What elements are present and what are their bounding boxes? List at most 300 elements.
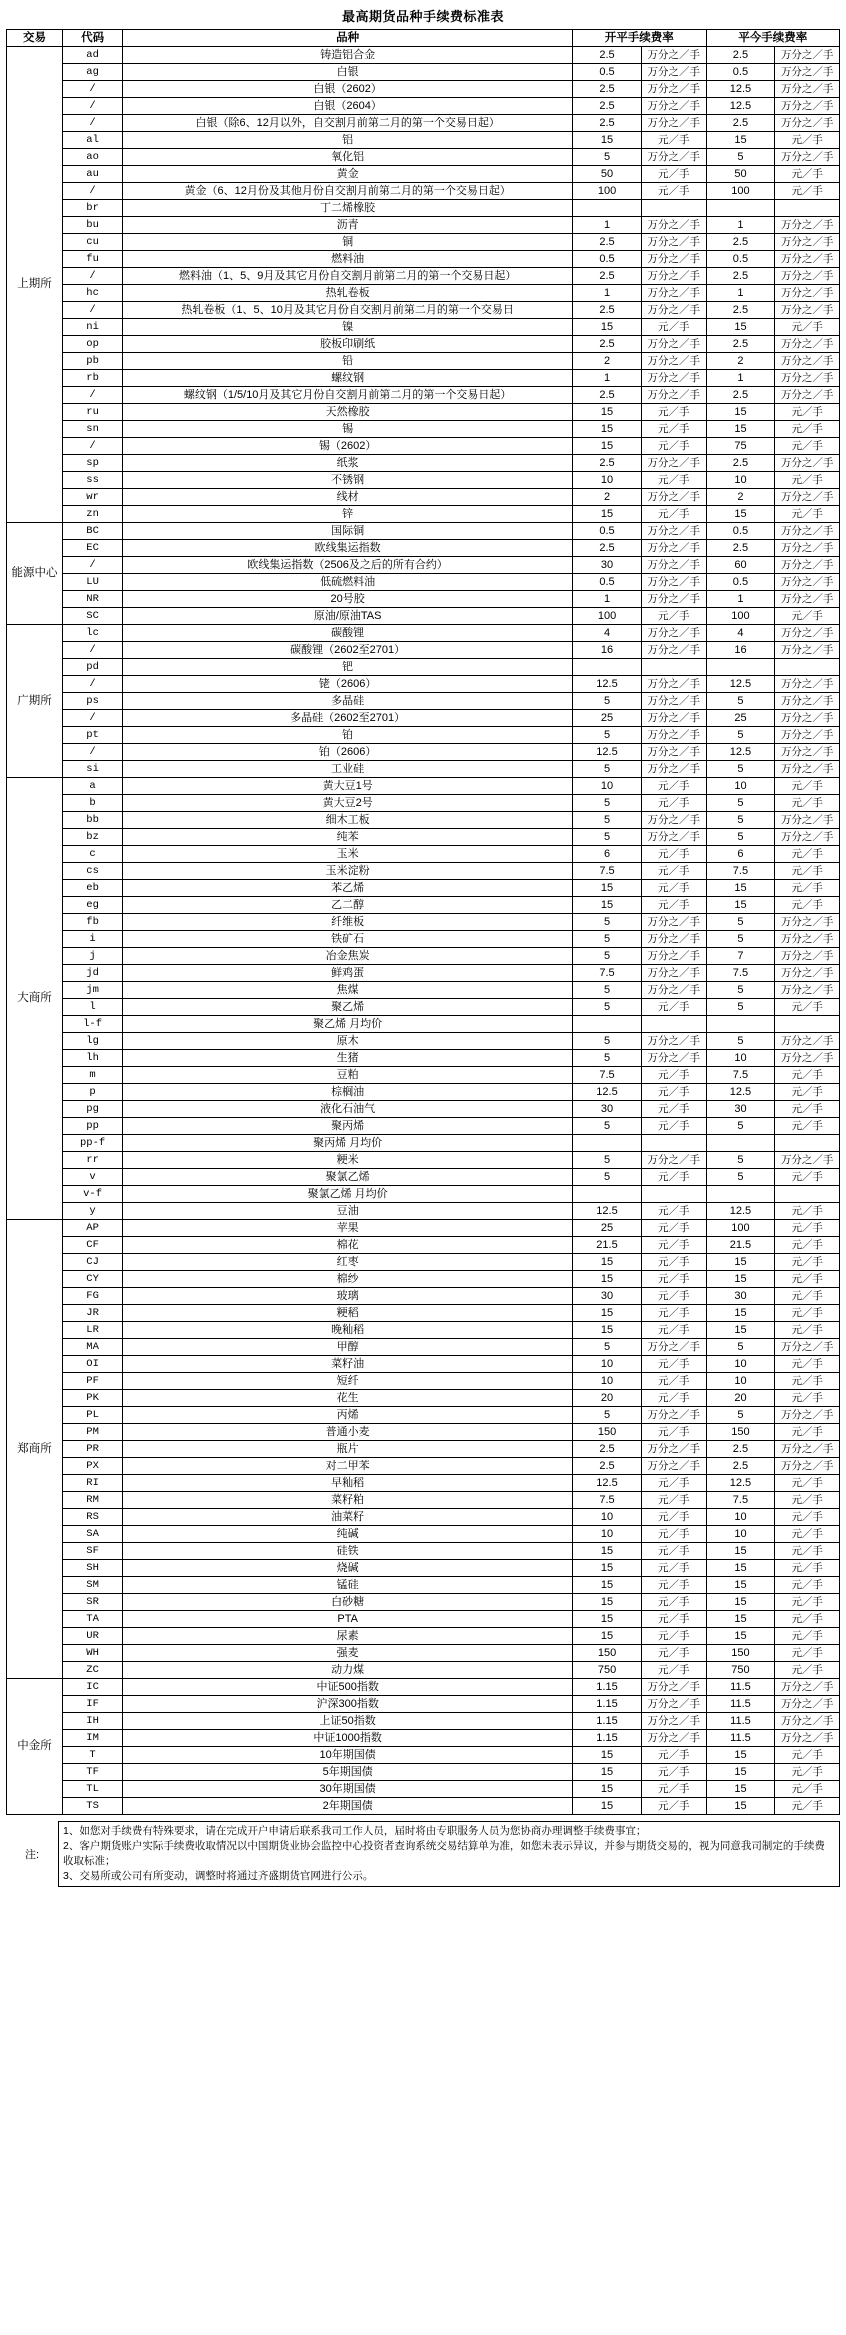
open-rate-unit-cell [641,659,706,676]
close-today-rate-unit-cell: 元／手 [775,1373,840,1390]
open-rate-unit-cell: 元／手 [641,1509,706,1526]
table-row [7,132,840,149]
close-today-rate-unit-cell: 元／手 [775,1305,840,1322]
open-rate-unit-cell: 元／手 [641,506,706,523]
open-rate-value-cell: 7.5 [573,1067,642,1084]
open-rate-value-cell: 5 [573,727,642,744]
table-row [7,795,840,812]
close-today-rate-unit-cell [775,1016,840,1033]
product-name-cell: 聚氯乙烯 月均价 [123,1186,573,1203]
table-row [7,302,840,319]
open-rate-value-cell: 1.15 [573,1730,642,1747]
close-today-rate-unit-cell: 元／手 [775,1747,840,1764]
open-rate-value-cell: 100 [573,183,642,200]
open-rate-unit-cell: 万分之／手 [641,591,706,608]
open-rate-unit-cell: 万分之／手 [641,540,706,557]
close-today-rate-value-cell: 5 [706,149,775,166]
open-rate-value-cell: 15 [573,1560,642,1577]
open-rate-unit-cell: 万分之／手 [641,625,706,642]
open-rate-value-cell: 5 [573,948,642,965]
close-today-rate-value-cell: 15 [706,1764,775,1781]
open-rate-value-cell: 2.5 [573,540,642,557]
table-row [7,1390,840,1407]
product-code-cell: PM [62,1424,122,1441]
close-today-rate-value-cell: 11.5 [706,1696,775,1713]
close-today-rate-value-cell: 5 [706,727,775,744]
close-today-rate-value-cell: 150 [706,1424,775,1441]
close-today-rate-value-cell [706,1186,775,1203]
open-rate-value-cell [573,1186,642,1203]
close-today-rate-unit-cell [775,1135,840,1152]
open-rate-value-cell: 2.5 [573,81,642,98]
product-name-cell: 沥青 [123,217,573,234]
product-code-cell: PR [62,1441,122,1458]
open-rate-unit-cell: 元／手 [641,1203,706,1220]
close-today-rate-unit-cell: 万分之／手 [775,761,840,778]
product-name-cell: 燃料油 [123,251,573,268]
table-row [7,251,840,268]
table-row [7,1254,840,1271]
close-today-rate-value-cell: 10 [706,1050,775,1067]
close-today-rate-value-cell: 5 [706,761,775,778]
close-today-rate-unit-cell: 万分之／手 [775,829,840,846]
product-code-cell: ps [62,693,122,710]
table-row [7,1152,840,1169]
product-code-cell: RM [62,1492,122,1509]
table-row [7,1169,840,1186]
table-row [7,1101,840,1118]
note-line: 1、如您对手续费有特殊要求，请在完成开户申请后联系我司工作人员，届时将由专职服务人员为您协商办理调整手续费事宜； [63,1825,647,1837]
open-rate-value-cell: 5 [573,149,642,166]
open-rate-unit-cell: 万分之／手 [641,387,706,404]
table-row [7,1475,840,1492]
open-rate-value-cell: 15 [573,1764,642,1781]
open-rate-unit-cell: 元／手 [641,1424,706,1441]
product-name-cell: 菜籽粕 [123,1492,573,1509]
open-rate-value-cell: 15 [573,1628,642,1645]
product-code-cell: PF [62,1373,122,1390]
close-today-rate-value-cell: 750 [706,1662,775,1679]
open-rate-value-cell: 5 [573,761,642,778]
table-row [7,319,840,336]
product-name-cell: 焦煤 [123,982,573,999]
product-code-cell: au [62,166,122,183]
close-today-rate-value-cell: 1 [706,370,775,387]
close-today-rate-unit-cell: 元／手 [775,1526,840,1543]
open-rate-value-cell: 2.5 [573,98,642,115]
close-today-rate-unit-cell: 万分之／手 [775,591,840,608]
close-today-rate-unit-cell: 万分之／手 [775,47,840,64]
close-today-rate-value-cell: 16 [706,642,775,659]
close-today-rate-value-cell: 15 [706,1781,775,1798]
table-row [7,931,840,948]
exchange-cell: 中金所 [7,1679,63,1815]
product-code-cell: EC [62,540,122,557]
open-rate-value-cell: 150 [573,1424,642,1441]
table-row [7,1288,840,1305]
open-rate-unit-cell: 万分之／手 [641,523,706,540]
product-code-cell: b [62,795,122,812]
table-row [7,1033,840,1050]
product-name-cell: 燃料油（1、5、9月及其它月份自交割月前第二月的第一个交易日起） [123,268,573,285]
close-today-rate-unit-cell: 万分之／手 [775,1713,840,1730]
open-rate-unit-cell: 万分之／手 [641,285,706,302]
product-code-cell: cs [62,863,122,880]
open-rate-unit-cell: 元／手 [641,1560,706,1577]
close-today-rate-unit-cell: 元／手 [775,1628,840,1645]
table-row [7,1492,840,1509]
open-rate-value-cell: 15 [573,1254,642,1271]
open-rate-unit-cell: 万分之／手 [641,829,706,846]
close-today-rate-unit-cell: 万分之／手 [775,1696,840,1713]
table-row [7,778,840,795]
open-rate-unit-cell: 元／手 [641,1645,706,1662]
product-name-cell: 豆粕 [123,1067,573,1084]
table-row [7,1424,840,1441]
close-today-rate-unit-cell: 万分之／手 [775,268,840,285]
product-code-cell: y [62,1203,122,1220]
close-today-rate-value-cell: 7.5 [706,1067,775,1084]
product-code-cell: wr [62,489,122,506]
open-rate-value-cell: 15 [573,132,642,149]
product-name-cell: 丁二烯橡胶 [123,200,573,217]
close-today-rate-unit-cell: 万分之／手 [775,251,840,268]
open-rate-unit-cell: 元／手 [641,1798,706,1815]
table-row [7,149,840,166]
close-today-rate-value-cell: 15 [706,319,775,336]
product-code-cell: jm [62,982,122,999]
open-rate-unit-cell: 万分之／手 [641,1050,706,1067]
column-header-exchange: 交易 [7,30,63,47]
close-today-rate-unit-cell: 元／手 [775,1492,840,1509]
table-row [7,761,840,778]
product-name-cell: 早籼稻 [123,1475,573,1492]
product-name-cell: 晚籼稻 [123,1322,573,1339]
product-name-cell: 豆油 [123,1203,573,1220]
product-code-cell: CF [62,1237,122,1254]
open-rate-unit-cell: 元／手 [641,880,706,897]
product-code-cell: / [62,183,122,200]
product-code-cell: br [62,200,122,217]
open-rate-unit-cell: 万分之／手 [641,353,706,370]
product-name-cell: 黄大豆1号 [123,778,573,795]
open-rate-value-cell: 1.15 [573,1679,642,1696]
product-name-cell: 纯苯 [123,829,573,846]
product-name-cell: 上证50指数 [123,1713,573,1730]
close-today-rate-unit-cell: 元／手 [775,778,840,795]
open-rate-value-cell: 5 [573,999,642,1016]
open-rate-value-cell: 15 [573,1611,642,1628]
table-row [7,880,840,897]
close-today-rate-value-cell: 0.5 [706,574,775,591]
fee-table [6,29,840,1815]
open-rate-unit-cell: 万分之／手 [641,489,706,506]
open-rate-value-cell [573,200,642,217]
table-row [7,1696,840,1713]
close-today-rate-value-cell: 150 [706,1645,775,1662]
product-name-cell: 多晶硅 [123,693,573,710]
product-code-cell: / [62,744,122,761]
open-rate-unit-cell: 元／手 [641,1594,706,1611]
product-name-cell: 生猪 [123,1050,573,1067]
close-today-rate-value-cell: 2.5 [706,387,775,404]
table-row [7,1662,840,1679]
close-today-rate-unit-cell: 万分之／手 [775,302,840,319]
close-today-rate-value-cell: 15 [706,1594,775,1611]
close-today-rate-unit-cell: 万分之／手 [775,727,840,744]
product-code-cell: T [62,1747,122,1764]
product-name-cell: 白砂糖 [123,1594,573,1611]
close-today-rate-unit-cell: 万分之／手 [775,744,840,761]
close-today-rate-value-cell: 15 [706,421,775,438]
table-row [7,965,840,982]
product-name-cell: 油菜籽 [123,1509,573,1526]
table-row [7,234,840,251]
close-today-rate-unit-cell: 万分之／手 [775,693,840,710]
close-today-rate-unit-cell: 万分之／手 [775,982,840,999]
table-row [7,1781,840,1798]
product-code-cell: NR [62,591,122,608]
close-today-rate-value-cell: 10 [706,1373,775,1390]
open-rate-value-cell: 15 [573,319,642,336]
product-name-cell: 尿素 [123,1628,573,1645]
close-today-rate-value-cell [706,659,775,676]
table-row [7,625,840,642]
product-code-cell: pp-f [62,1135,122,1152]
open-rate-unit-cell: 万分之／手 [641,336,706,353]
open-rate-value-cell: 15 [573,438,642,455]
close-today-rate-unit-cell: 元／手 [775,1169,840,1186]
close-today-rate-value-cell: 11.5 [706,1713,775,1730]
close-today-rate-value-cell: 2 [706,489,775,506]
open-rate-unit-cell: 元／手 [641,132,706,149]
open-rate-unit-cell: 万分之／手 [641,557,706,574]
product-name-cell: 聚丙烯 月均价 [123,1135,573,1152]
close-today-rate-value-cell: 2.5 [706,540,775,557]
open-rate-value-cell: 1 [573,285,642,302]
table-row [7,1509,840,1526]
open-rate-value-cell [573,1135,642,1152]
open-rate-value-cell: 12.5 [573,676,642,693]
product-code-cell: LU [62,574,122,591]
open-rate-unit-cell: 万分之／手 [641,64,706,81]
product-code-cell: LR [62,1322,122,1339]
close-today-rate-unit-cell: 万分之／手 [775,1730,840,1747]
table-row [7,1713,840,1730]
product-code-cell: FG [62,1288,122,1305]
product-code-cell: SM [62,1577,122,1594]
open-rate-unit-cell: 元／手 [641,319,706,336]
product-code-cell: WH [62,1645,122,1662]
open-rate-value-cell: 15 [573,404,642,421]
close-today-rate-value-cell: 5 [706,999,775,1016]
table-row [7,1305,840,1322]
product-name-cell: 铅 [123,353,573,370]
open-rate-unit-cell: 万分之／手 [641,1458,706,1475]
open-rate-value-cell: 30 [573,1101,642,1118]
close-today-rate-unit-cell: 万分之／手 [775,64,840,81]
product-name-cell: 国际铜 [123,523,573,540]
open-rate-unit-cell: 元／手 [641,404,706,421]
close-today-rate-unit-cell: 万分之／手 [775,489,840,506]
close-today-rate-value-cell: 60 [706,557,775,574]
product-name-cell: 工业硅 [123,761,573,778]
table-row [7,914,840,931]
product-name-cell: 锌 [123,506,573,523]
product-name-cell: 普通小麦 [123,1424,573,1441]
open-rate-unit-cell: 元／手 [641,1373,706,1390]
open-rate-value-cell: 10 [573,1526,642,1543]
product-code-cell: PK [62,1390,122,1407]
table-row [7,336,840,353]
open-rate-value-cell: 5 [573,1152,642,1169]
close-today-rate-unit-cell: 元／手 [775,1509,840,1526]
product-code-cell: pd [62,659,122,676]
open-rate-unit-cell: 万分之／手 [641,1407,706,1424]
open-rate-value-cell: 1.15 [573,1696,642,1713]
open-rate-value-cell: 7.5 [573,1492,642,1509]
table-row [7,676,840,693]
table-row [7,693,840,710]
product-name-cell: 纸浆 [123,455,573,472]
open-rate-unit-cell: 万分之／手 [641,914,706,931]
open-rate-value-cell: 5 [573,982,642,999]
close-today-rate-unit-cell: 万分之／手 [775,1152,840,1169]
exchange-cell: 广期所 [7,625,63,778]
close-today-rate-unit-cell: 万分之／手 [775,353,840,370]
open-rate-unit-cell: 元／手 [641,1169,706,1186]
close-today-rate-value-cell: 5 [706,795,775,812]
product-name-cell: 沪深300指数 [123,1696,573,1713]
close-today-rate-value-cell: 2.5 [706,302,775,319]
product-code-cell: SC [62,608,122,625]
close-today-rate-unit-cell: 元／手 [775,166,840,183]
close-today-rate-value-cell: 0.5 [706,523,775,540]
open-rate-unit-cell [641,1186,706,1203]
table-row [7,1798,840,1815]
open-rate-unit-cell: 万分之／手 [641,1713,706,1730]
close-today-rate-unit-cell: 万分之／手 [775,115,840,132]
close-today-rate-value-cell: 2.5 [706,47,775,64]
product-name-cell: 碳酸锂 [123,625,573,642]
close-today-rate-unit-cell: 元／手 [775,1764,840,1781]
product-name-cell: 氧化铝 [123,149,573,166]
product-name-cell: 白银（2604） [123,98,573,115]
open-rate-unit-cell: 元／手 [641,166,706,183]
note-line: 2、客户期货账户实际手续费收取情况以中国期货业协会监控中心投资者查询系统交易结算单为准，如您未表示异议，并参与期货交易的，视为同意我司制定的手续费收取标准； [63,1840,825,1867]
table-row [7,523,840,540]
close-today-rate-value-cell: 15 [706,132,775,149]
table-body [7,47,840,1815]
open-rate-value-cell: 4 [573,625,642,642]
table-row [7,1322,840,1339]
table-row [7,285,840,302]
product-name-cell: 棉纱 [123,1271,573,1288]
close-today-rate-value-cell: 15 [706,1271,775,1288]
product-name-cell: 镍 [123,319,573,336]
product-code-cell: pb [62,353,122,370]
open-rate-value-cell: 2.5 [573,115,642,132]
open-rate-value-cell: 7.5 [573,965,642,982]
close-today-rate-unit-cell: 元／手 [775,1203,840,1220]
close-today-rate-value-cell: 21.5 [706,1237,775,1254]
product-code-cell: ru [62,404,122,421]
open-rate-value-cell: 1 [573,591,642,608]
open-rate-value-cell: 15 [573,880,642,897]
open-rate-unit-cell: 元／手 [641,795,706,812]
product-code-cell: IC [62,1679,122,1696]
open-rate-unit-cell: 元／手 [641,1322,706,1339]
close-today-rate-value-cell: 5 [706,1407,775,1424]
table-row [7,829,840,846]
product-name-cell: 花生 [123,1390,573,1407]
product-name-cell: 短纤 [123,1373,573,1390]
close-today-rate-unit-cell: 元／手 [775,1781,840,1798]
table-row [7,404,840,421]
open-rate-unit-cell: 元／手 [641,1101,706,1118]
table-row [7,659,840,676]
column-header-name: 品种 [123,30,573,47]
product-name-cell: 苯乙烯 [123,880,573,897]
product-code-cell: a [62,778,122,795]
close-today-rate-value-cell: 2 [706,353,775,370]
header-row [7,30,840,47]
product-code-cell: BC [62,523,122,540]
product-code-cell: TS [62,1798,122,1815]
table-row [7,1135,840,1152]
product-code-cell: l [62,999,122,1016]
table-row [7,438,840,455]
product-name-cell: 聚乙烯 [123,999,573,1016]
open-rate-unit-cell: 元／手 [641,1492,706,1509]
close-today-rate-unit-cell: 万分之／手 [775,523,840,540]
open-rate-unit-cell: 元／手 [641,1084,706,1101]
open-rate-unit-cell: 万分之／手 [641,1152,706,1169]
table-row [7,608,840,625]
close-today-rate-value-cell: 5 [706,1339,775,1356]
table-row [7,744,840,761]
open-rate-value-cell: 15 [573,506,642,523]
open-rate-unit-cell: 万分之／手 [641,234,706,251]
product-code-cell: IH [62,1713,122,1730]
product-code-cell: bb [62,812,122,829]
product-code-cell: IM [62,1730,122,1747]
column-header-close-today-rate: 平今手续费率 [706,30,839,47]
product-name-cell: 乙二醇 [123,897,573,914]
table-row [7,268,840,285]
product-code-cell: MA [62,1339,122,1356]
close-today-rate-unit-cell: 万分之／手 [775,1458,840,1475]
close-today-rate-value-cell: 20 [706,1390,775,1407]
close-today-rate-value-cell: 15 [706,1747,775,1764]
close-today-rate-unit-cell: 万分之／手 [775,1679,840,1696]
open-rate-value-cell: 0.5 [573,523,642,540]
close-today-rate-value-cell: 12.5 [706,744,775,761]
close-today-rate-unit-cell: 万分之／手 [775,1407,840,1424]
open-rate-value-cell: 15 [573,1594,642,1611]
open-rate-unit-cell [641,1135,706,1152]
product-name-cell: 聚氯乙烯 [123,1169,573,1186]
close-today-rate-value-cell: 7.5 [706,863,775,880]
table-row [7,1050,840,1067]
close-today-rate-unit-cell: 元／手 [775,795,840,812]
product-code-cell: / [62,98,122,115]
close-today-rate-value-cell: 15 [706,1577,775,1594]
product-name-cell: 螺纹钢（1/5/10月及其它月份自交割月前第二月的第一个交易日起） [123,387,573,404]
close-today-rate-unit-cell: 万分之／手 [775,710,840,727]
open-rate-unit-cell: 万分之／手 [641,1730,706,1747]
table-row [7,1560,840,1577]
